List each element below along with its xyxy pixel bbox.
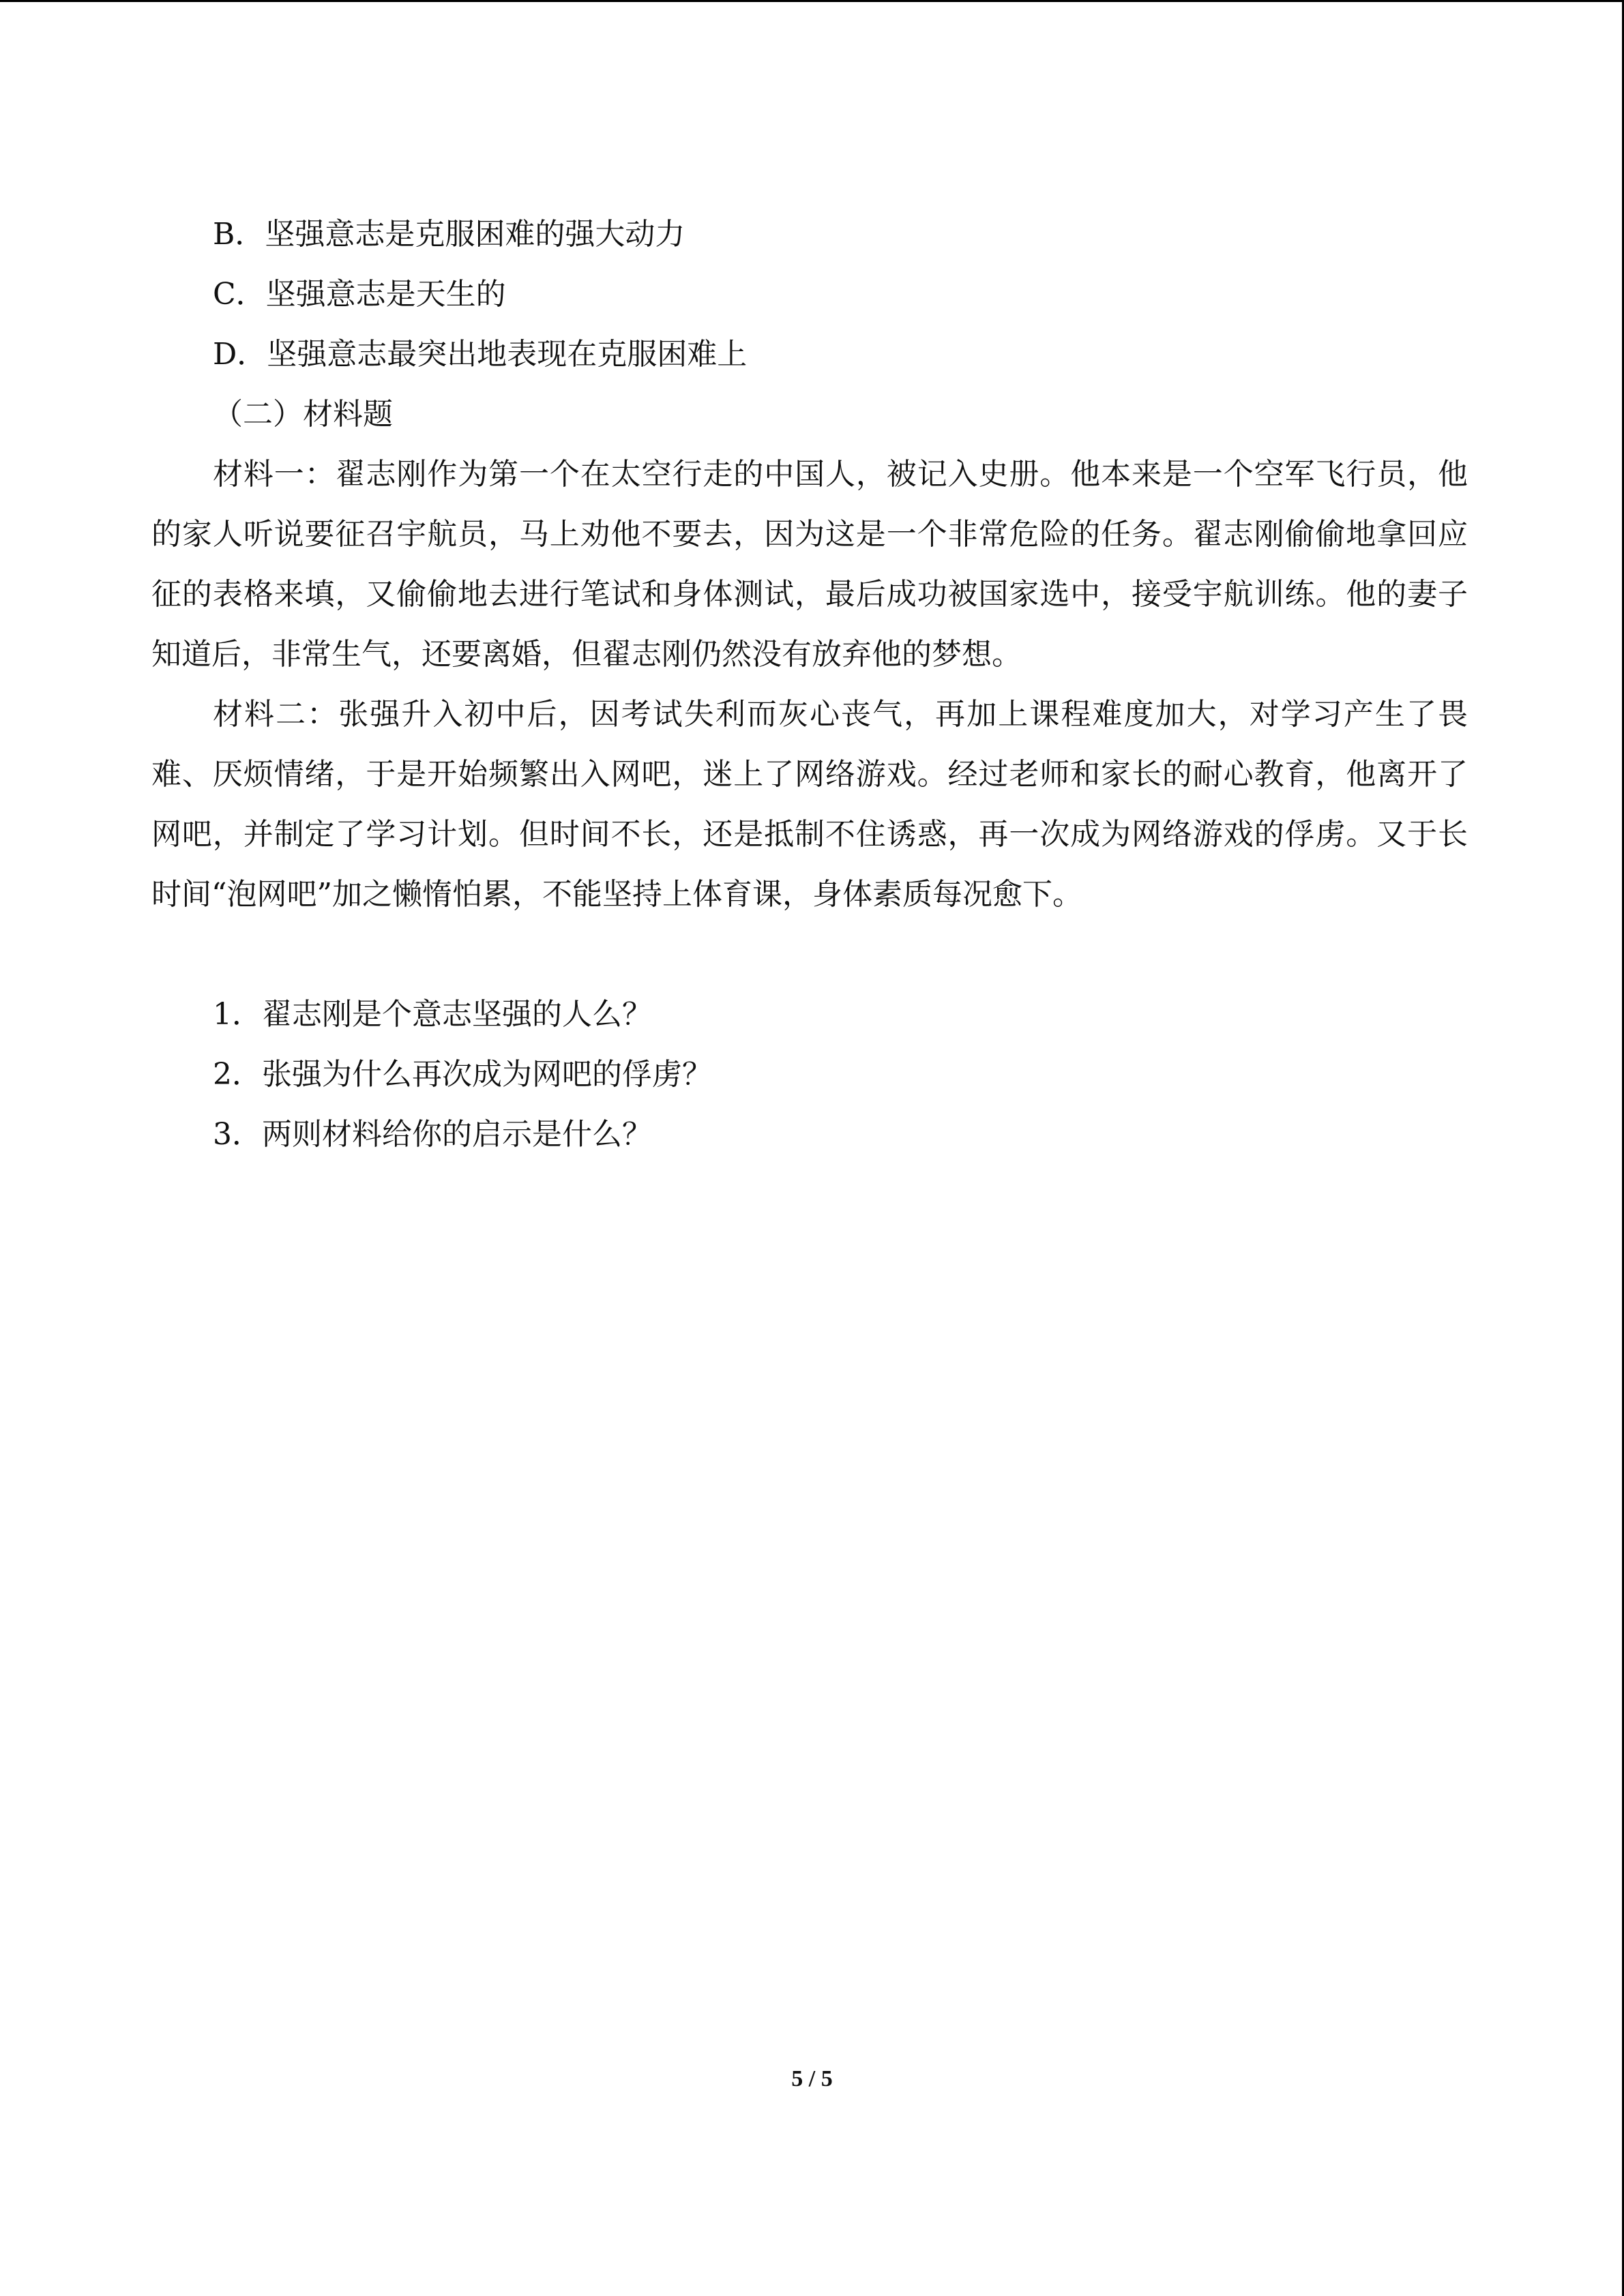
option-c: C．坚强意志是天生的 xyxy=(213,277,506,312)
material-2-text: 材料二：张强升入初中后，因考试失利而灰心丧气，再加上课程难度加大，对学习产生了畏难、厌烦情绪，于是开始频繁出入网吧，迷上了网络游戏。经过老师和家长的耐心教育，他离开了网吧，并制定了学习计划。但时间不长，还是抵制不住诱惑，再一次成为网络游戏的俘虏。又于长时间“泡网吧”加之懒惰怕累，不能坚持上体育课，身体素质每况愈下。 xyxy=(151,697,1468,912)
question-2: 2．张强为什么再次成为网吧的俘虏？ xyxy=(213,1057,712,1092)
option-b: B．坚强意志是克服困难的强大动力 xyxy=(213,217,685,252)
top-border xyxy=(0,0,1624,2)
material-1-text: 材料一：翟志刚作为第一个在太空行走的中国人，被记入史册。他本来是一个空军飞行员，他的家人听说要征召宇航员，马上劝他不要去，因为这是一个非常危险的任务。翟志刚偷偷地拿回应征的表格来填，又偷偷地去进行笔试和身体测试，最后成功被国家选中，接受宇航训练。他的妻子知道后，非常生气，还要离婚，但翟志刚仍然没有放弃他的梦想。 xyxy=(151,457,1468,672)
section-title: （二）材料题 xyxy=(213,397,393,432)
page-number: 5 / 5 xyxy=(791,2066,833,2091)
option-d: D．坚强意志最突出地表现在克服困难上 xyxy=(213,337,748,372)
material-1-block xyxy=(151,445,1468,685)
question-3: 3．两则材料给你的启示是什么？ xyxy=(213,1117,652,1152)
question-1: 1．翟志刚是个意志坚强的人么？ xyxy=(213,997,652,1032)
material-2-block xyxy=(151,685,1468,925)
